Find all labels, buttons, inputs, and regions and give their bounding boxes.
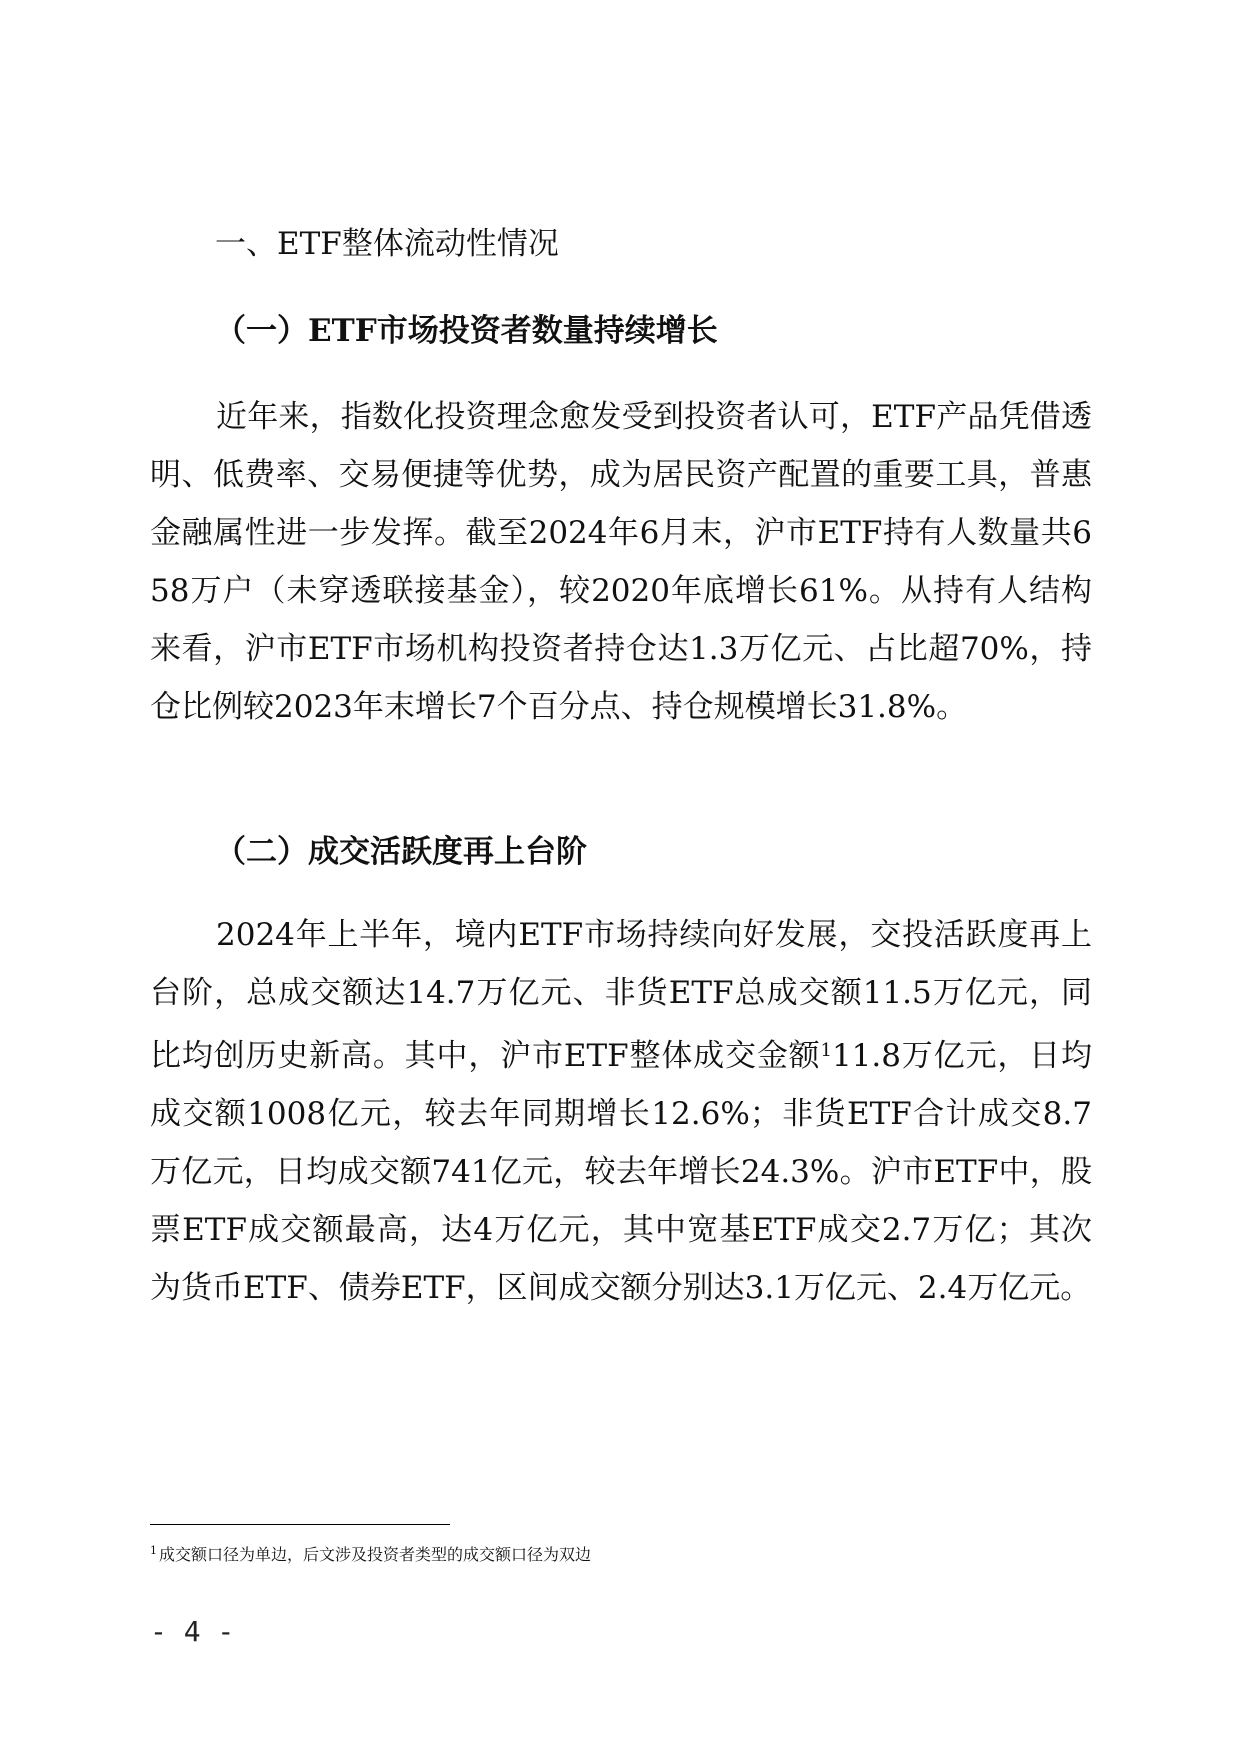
footnote-number: 1 [150,1544,157,1557]
sub-heading-trading-activity: （二）成交活跃度再上台阶 [215,834,587,870]
footnote-text: 成交额口径为单边，后文涉及投资者类型的成交额口径为双边 [159,1545,592,1564]
footnote-separator [150,1524,450,1525]
paragraph-text-part-1: 2024年上半年，境内ETF市场持续向好发展，交投活跃度再上台阶，总成交额达14.7万亿元、非货ETF总成交额11.5万亿元，同比均创历史新高。其中，沪市ETF整体成交金额 [150,917,1092,1074]
section-heading: 一、ETF整体流动性情况 [215,226,559,262]
paragraph-trading-activity [150,906,1092,1317]
sub-heading-investor-growth: （一）ETF市场投资者数量持续增长 [215,313,718,349]
page-number: - 4 - [150,1615,235,1648]
footnote [150,1540,591,1566]
footnote-reference[interactable]: 1 [820,1040,832,1061]
paragraph-investor-growth: 近年来，指数化投资理念愈发受到投资者认可，ETF产品凭借透明、低费率、交易便捷等优势，成为居民资产配置的重要工具，普惠金融属性进一步发挥。截至2024年6月末，沪市ETF持有人数量共658万户（未穿透联接基金），较2020年底增长61%。从持有人结构来看，沪市ETF市场机构投资者持仓达1.3万亿元、占比超70%，持仓比例较2023年末增长7个百分点、持仓规模增长31.8%。 [150,399,1092,725]
paragraph-text-part-2: 11.8万亿元，日均成交额1008亿元，较去年同期增长12.6%；非货ETF合计成交8.7万亿元，日均成交额741亿元，较去年增长24.3%。沪市ETF中，股票ETF成交额最高，达4万亿元，其中宽基ETF成交2.7万亿；其次为货币ETF、债券ETF，区间成交额分别达3.1万亿元、2.4万亿元。 [150,1038,1092,1306]
